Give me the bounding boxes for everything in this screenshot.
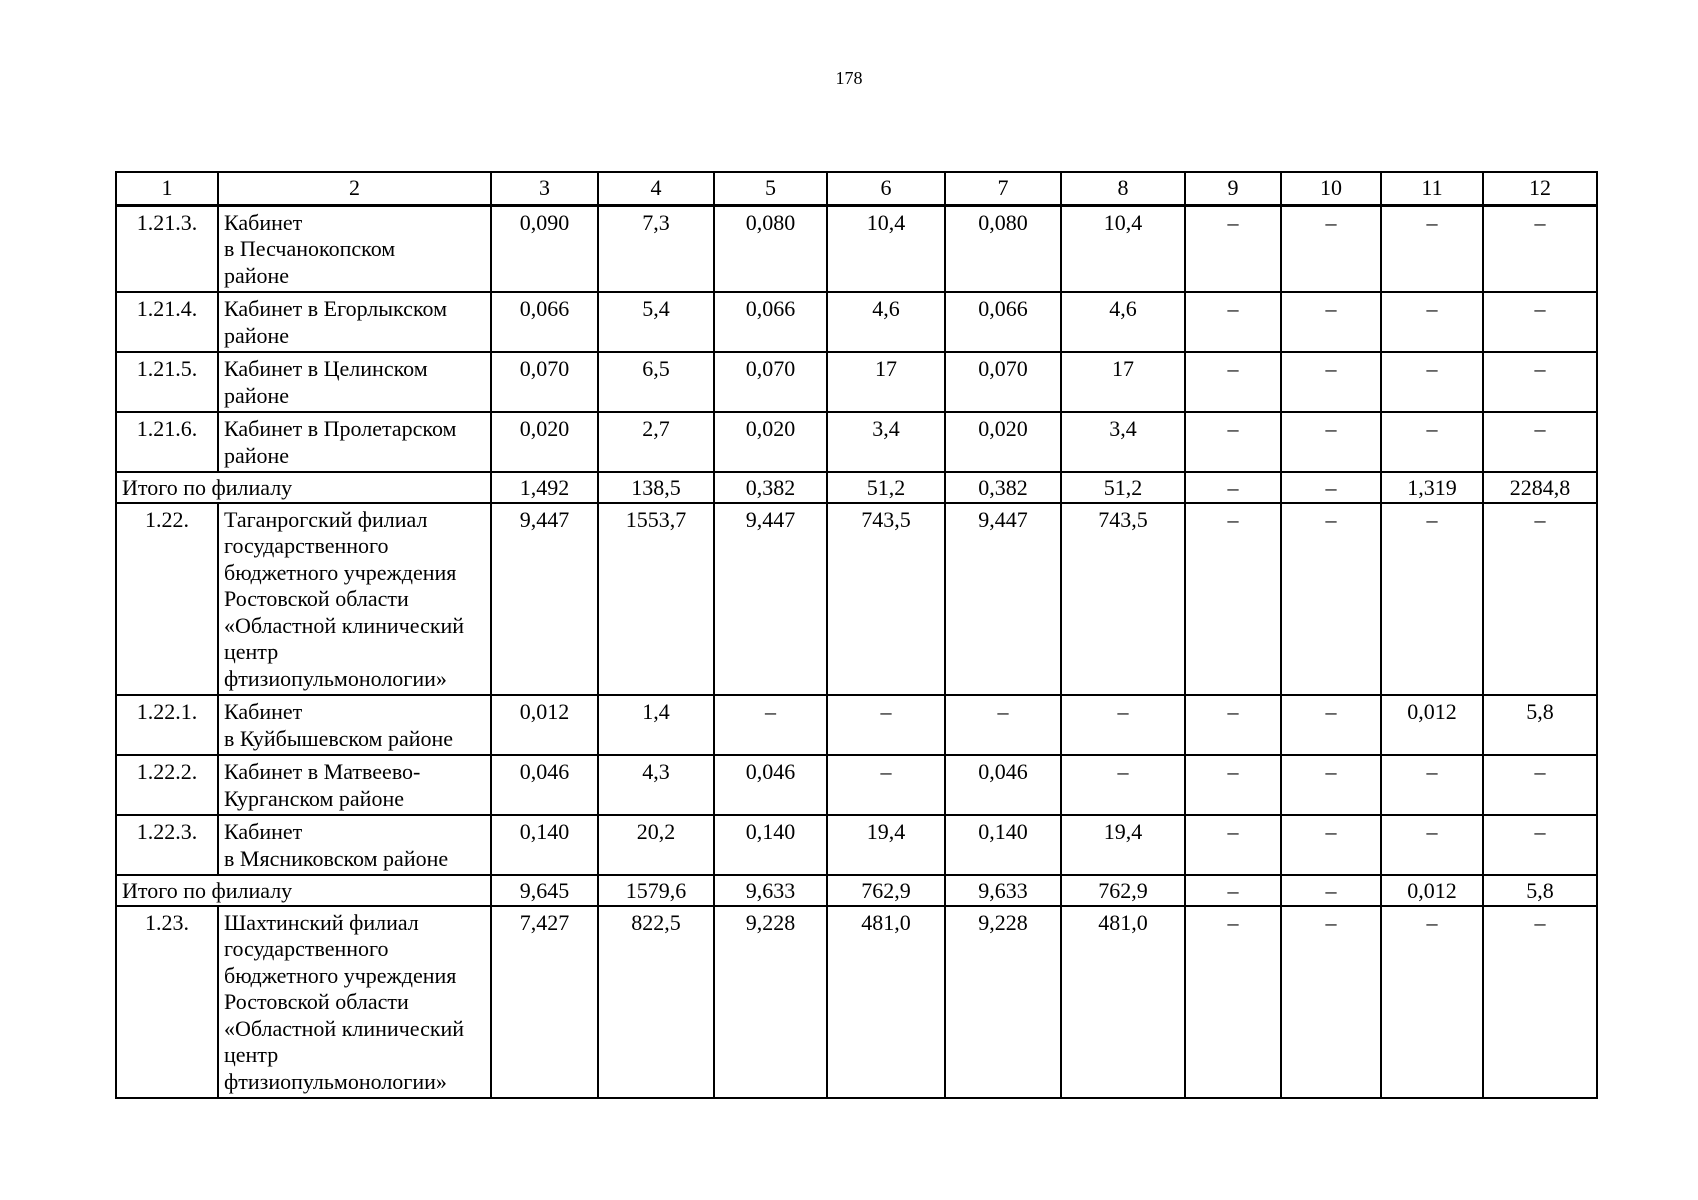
value-cell: 4,6 <box>1061 292 1185 352</box>
header-cell: 8 <box>1061 172 1185 205</box>
value-cell: 0,080 <box>714 205 827 292</box>
value-cell: – <box>827 755 945 815</box>
value-cell: – <box>714 695 827 755</box>
value-cell: 5,8 <box>1483 695 1597 755</box>
row-code: 1.22.2. <box>116 755 218 815</box>
row-code: 1.21.4. <box>116 292 218 352</box>
value-cell: 1,319 <box>1381 472 1483 503</box>
value-cell: 0,070 <box>714 352 827 412</box>
header-cell: 3 <box>491 172 598 205</box>
value-cell: 19,4 <box>827 815 945 875</box>
table-row <box>116 815 1597 875</box>
value-cell: 6,5 <box>598 352 714 412</box>
value-cell: 20,2 <box>598 815 714 875</box>
row-code: 1.21.3. <box>116 205 218 292</box>
value-cell: 9,447 <box>491 503 598 696</box>
value-cell: 0,012 <box>491 695 598 755</box>
value-cell: – <box>1281 906 1381 1099</box>
value-cell: 0,090 <box>491 205 598 292</box>
value-cell: 0,382 <box>714 472 827 503</box>
value-cell: 1553,7 <box>598 503 714 696</box>
header-row <box>116 172 1597 205</box>
value-cell: 3,4 <box>1061 412 1185 472</box>
header-cell: 2 <box>218 172 491 205</box>
value-cell: 1,492 <box>491 472 598 503</box>
header-cell: 1 <box>116 172 218 205</box>
table-row <box>116 755 1597 815</box>
value-cell: 4,6 <box>827 292 945 352</box>
value-cell: – <box>1281 412 1381 472</box>
row-name: Кабинет в Целинском районе <box>218 352 491 412</box>
value-cell: – <box>1281 815 1381 875</box>
value-cell: 0,066 <box>945 292 1061 352</box>
header-cell: 7 <box>945 172 1061 205</box>
value-cell: – <box>1381 815 1483 875</box>
row-name: Кабинет в Матвеево-Курганском районе <box>218 755 491 815</box>
row-name: Шахтинский филиал государственного бюджетного учреждения Ростовской области «Областной клинический центр фтизиопульмонологии» <box>218 906 491 1099</box>
value-cell: 3,4 <box>827 412 945 472</box>
row-code: 1.22. <box>116 503 218 696</box>
value-cell: 481,0 <box>827 906 945 1099</box>
value-cell: – <box>1281 292 1381 352</box>
value-cell: 0,020 <box>714 412 827 472</box>
row-code: 1.21.5. <box>116 352 218 412</box>
value-cell: – <box>1185 503 1281 696</box>
page-number: 178 <box>835 68 863 88</box>
header-cell: 4 <box>598 172 714 205</box>
value-cell: 51,2 <box>827 472 945 503</box>
value-cell: 481,0 <box>1061 906 1185 1099</box>
value-cell: 17 <box>1061 352 1185 412</box>
table-body <box>116 172 1597 1098</box>
value-cell: – <box>827 695 945 755</box>
value-cell: – <box>1381 205 1483 292</box>
value-cell: – <box>1281 503 1381 696</box>
value-cell: – <box>1281 755 1381 815</box>
header-cell: 11 <box>1381 172 1483 205</box>
value-cell: 1579,6 <box>598 875 714 906</box>
value-cell: 0,080 <box>945 205 1061 292</box>
value-cell: 0,070 <box>491 352 598 412</box>
total-label: Итого по филиалу <box>116 875 491 906</box>
value-cell: – <box>1483 755 1597 815</box>
table-row <box>116 503 1597 696</box>
value-cell: 0,140 <box>714 815 827 875</box>
value-cell: – <box>1381 412 1483 472</box>
value-cell: 0,046 <box>491 755 598 815</box>
value-cell: 743,5 <box>827 503 945 696</box>
value-cell: 19,4 <box>1061 815 1185 875</box>
value-cell: 9,447 <box>714 503 827 696</box>
header-cell: 10 <box>1281 172 1381 205</box>
value-cell: 51,2 <box>1061 472 1185 503</box>
data-table <box>115 171 1598 1099</box>
value-cell: 5,4 <box>598 292 714 352</box>
row-code: 1.22.3. <box>116 815 218 875</box>
row-code: 1.21.6. <box>116 412 218 472</box>
value-cell: 0,020 <box>491 412 598 472</box>
header-cell: 12 <box>1483 172 1597 205</box>
value-cell: 9,447 <box>945 503 1061 696</box>
value-cell: 2284,8 <box>1483 472 1597 503</box>
value-cell: 822,5 <box>598 906 714 1099</box>
value-cell: 743,5 <box>1061 503 1185 696</box>
value-cell: 9,645 <box>491 875 598 906</box>
value-cell: 762,9 <box>827 875 945 906</box>
value-cell: 1,4 <box>598 695 714 755</box>
value-cell: 0,066 <box>491 292 598 352</box>
value-cell: – <box>1483 412 1597 472</box>
value-cell: – <box>1185 292 1281 352</box>
table-row <box>116 205 1597 292</box>
header-cell: 9 <box>1185 172 1281 205</box>
value-cell: – <box>1281 472 1381 503</box>
row-code: 1.22.1. <box>116 695 218 755</box>
value-cell: – <box>1483 352 1597 412</box>
value-cell: – <box>1281 205 1381 292</box>
value-cell: – <box>1483 205 1597 292</box>
row-name: Кабинет в Егорлыкском районе <box>218 292 491 352</box>
value-cell: – <box>1281 352 1381 412</box>
value-cell: 9,633 <box>945 875 1061 906</box>
row-name: Кабинет в Куйбышевском районе <box>218 695 491 755</box>
value-cell: – <box>1381 906 1483 1099</box>
value-cell: 9,633 <box>714 875 827 906</box>
value-cell: – <box>1185 755 1281 815</box>
value-cell: 4,3 <box>598 755 714 815</box>
value-cell: 10,4 <box>1061 205 1185 292</box>
value-cell: 0,140 <box>491 815 598 875</box>
row-name: Кабинет в Песчанокопском районе <box>218 205 491 292</box>
value-cell: 0,382 <box>945 472 1061 503</box>
value-cell: 0,020 <box>945 412 1061 472</box>
value-cell: – <box>1483 815 1597 875</box>
value-cell: 0,046 <box>714 755 827 815</box>
value-cell: – <box>1185 875 1281 906</box>
value-cell: – <box>1483 292 1597 352</box>
table-total-row <box>116 875 1597 906</box>
value-cell: 9,228 <box>714 906 827 1099</box>
value-cell: – <box>1483 503 1597 696</box>
value-cell: – <box>1381 503 1483 696</box>
row-name: Кабинет в Пролетарском районе <box>218 412 491 472</box>
table-row <box>116 292 1597 352</box>
value-cell: 0,012 <box>1381 695 1483 755</box>
value-cell: – <box>1185 695 1281 755</box>
value-cell: – <box>1185 906 1281 1099</box>
value-cell: – <box>1281 695 1381 755</box>
table-row <box>116 906 1597 1099</box>
value-cell: – <box>1185 412 1281 472</box>
value-cell: – <box>1185 472 1281 503</box>
value-cell: – <box>1381 352 1483 412</box>
table-row <box>116 352 1597 412</box>
value-cell: 17 <box>827 352 945 412</box>
table-total-row <box>116 472 1597 503</box>
value-cell: 0,140 <box>945 815 1061 875</box>
value-cell: – <box>1185 815 1281 875</box>
value-cell: 2,7 <box>598 412 714 472</box>
value-cell: – <box>1185 352 1281 412</box>
value-cell: – <box>1281 875 1381 906</box>
value-cell: 0,012 <box>1381 875 1483 906</box>
value-cell: – <box>1381 292 1483 352</box>
value-cell: – <box>1061 755 1185 815</box>
value-cell: 138,5 <box>598 472 714 503</box>
value-cell: 10,4 <box>827 205 945 292</box>
header-cell: 5 <box>714 172 827 205</box>
value-cell: – <box>1061 695 1185 755</box>
table-row <box>116 412 1597 472</box>
value-cell: 9,228 <box>945 906 1061 1099</box>
table-row <box>116 695 1597 755</box>
value-cell: – <box>1483 906 1597 1099</box>
value-cell: 0,066 <box>714 292 827 352</box>
row-name: Кабинет в Мясниковском районе <box>218 815 491 875</box>
value-cell: 7,427 <box>491 906 598 1099</box>
value-cell: 0,046 <box>945 755 1061 815</box>
row-code: 1.23. <box>116 906 218 1099</box>
value-cell: 0,070 <box>945 352 1061 412</box>
value-cell: 7,3 <box>598 205 714 292</box>
value-cell: 762,9 <box>1061 875 1185 906</box>
value-cell: – <box>1381 755 1483 815</box>
value-cell: – <box>1185 205 1281 292</box>
row-name: Таганрогский филиал государственного бюджетного учреждения Ростовской области «Областной клинический центр фтизиопульмонологии» <box>218 503 491 696</box>
value-cell: 5,8 <box>1483 875 1597 906</box>
header-cell: 6 <box>827 172 945 205</box>
total-label: Итого по филиалу <box>116 472 491 503</box>
value-cell: – <box>945 695 1061 755</box>
